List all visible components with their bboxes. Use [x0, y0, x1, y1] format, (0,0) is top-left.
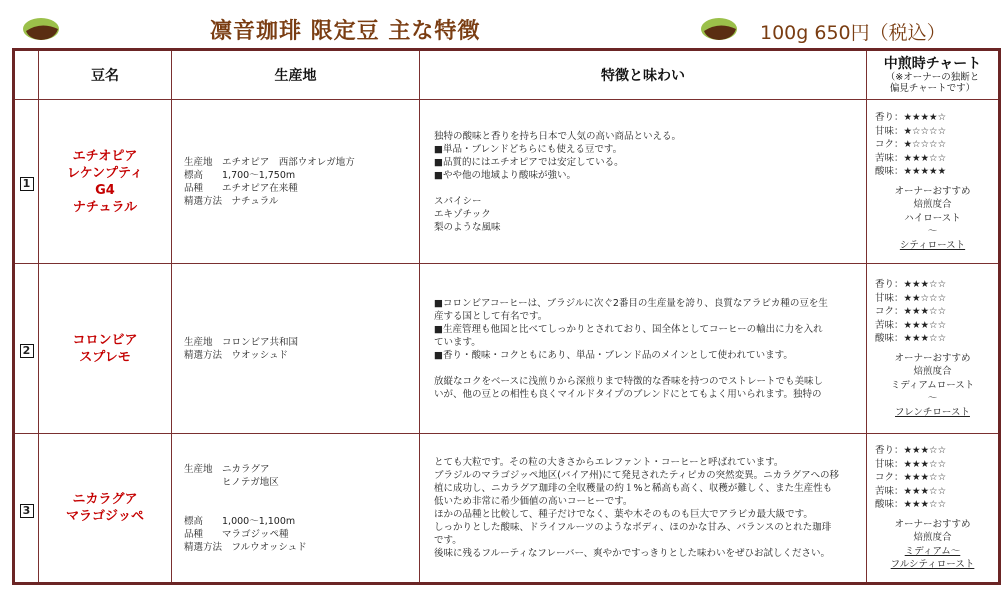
origin-line: 生産地 ニカラグア — [184, 463, 270, 475]
bean-name-line: ニカラグア — [72, 492, 138, 507]
header-num — [14, 50, 39, 100]
row-number: 2 — [20, 344, 34, 358]
row-number-cell — [14, 100, 39, 264]
rating-line: 苦味：★★★☆☆ — [875, 485, 947, 497]
origin-cell — [172, 434, 420, 584]
features-line: 植に成功し、ニカラグア珈琲の全収穫量の約１%と稀高も高く、収穫が難しく、また生産性も — [434, 483, 833, 494]
recommendation-line: ハイロースト — [904, 212, 961, 224]
features-line: しっかりとした酸味、ドライフルーツのようなボディ、ほのかな甘み、バランスのとれた珈琲 — [434, 522, 832, 533]
features-line: ■コロンビアコーヒーは、ブラジルに次ぐ2番目の生産量を誇り、良質なアラビカ種の豆を生 — [434, 297, 828, 309]
features-line: いが、他の豆との相性も良くマイルドタイプのブレンドにとてもよく用いられます。独特の — [434, 388, 822, 400]
header-features: 特徴と味わい — [420, 50, 867, 100]
features-line: ■単品・ブレンドどちらにも使える豆です。 — [434, 143, 623, 155]
features-line: 後味に残るフルーティなフレーバー、爽やかですっきりとした味わいをぜひお試しください。 — [434, 548, 831, 559]
rating-line: コク：★☆☆☆☆ — [875, 139, 947, 150]
features-cell — [420, 100, 867, 264]
recommendation-line: ミディアム～ — [904, 545, 961, 557]
bean-name-cell — [39, 100, 172, 264]
header-chart-title: 中煎時チャート — [883, 55, 982, 72]
roast-recommendation — [867, 352, 998, 420]
rating-line: 甘味：★★★☆☆ — [875, 458, 947, 470]
origin-line: 品種 エチオピア在来種 — [184, 182, 298, 194]
origin-line: 標高 1,000～1,100m — [184, 515, 296, 527]
origin-line: 精選方法 ナチュラル — [184, 195, 279, 207]
recommendation-line: 焙煎度合 — [913, 199, 952, 210]
origin-line: 標高 1,700～1,750m — [184, 169, 296, 181]
features-line: 独特の酸味と香りを持ち日本で人気の高い商品といえる。 — [434, 130, 682, 142]
features-line — [434, 362, 852, 375]
features-line — [434, 182, 852, 195]
roast-recommendation — [867, 518, 998, 572]
price-label: 100g 650円（税込） — [760, 22, 946, 44]
bean-name-line: G4 — [95, 182, 115, 198]
bean-name-line: コロンビア — [72, 332, 138, 348]
bean-table — [12, 48, 1001, 585]
rating-line: コク：★★★☆☆ — [875, 306, 947, 317]
origin-line: 精選方法 ウオッシュド — [184, 349, 289, 361]
origin-cell — [172, 100, 420, 264]
page-title: 凛音珈琲 限定豆 主な特徴 — [210, 19, 481, 44]
bean-name-cell — [39, 264, 172, 434]
features-line: 産する国として有名です。 — [434, 310, 548, 322]
origin-line: 品種 マラゴジッペ種 — [184, 528, 289, 540]
features-line: ■香り・酸味・コクともにあり、単品・ブレンド品のメインとして使われています。 — [434, 349, 793, 361]
bean-name-line: マラゴジッペ — [65, 509, 144, 524]
header-name: 豆名 — [39, 50, 172, 100]
recommendation-line: オーナーおすすめ — [894, 185, 971, 197]
features-line: スパイシー — [434, 195, 482, 207]
recommendation-line: 焙煎度合 — [913, 366, 952, 377]
recommendation-line: シティロースト — [899, 239, 966, 251]
row-number: 1 — [20, 177, 34, 191]
features-line: 梨のような風味 — [434, 221, 501, 233]
rating-line: 酸味：★★★☆☆ — [875, 333, 947, 344]
recommendation-line: ～ — [927, 226, 938, 237]
table-header-row — [14, 50, 1000, 100]
chart-cell — [867, 100, 1000, 264]
features-line: ほかの品種と比較して、種子だけでなく、葉や木そのものも巨大でアラビカ最大級です。 — [434, 509, 813, 520]
rating-line: コク：★★★☆☆ — [875, 472, 947, 484]
coffee-bean-price-icon — [700, 17, 738, 41]
features-cell — [420, 434, 867, 584]
rating-line: 香り：★★★☆☆ — [875, 445, 947, 457]
features-line: ■生産管理も他国と比べてしっかりとされており、国全体としてコーヒーの輸出に力を入れ — [434, 323, 823, 335]
rating-line: 甘味：★☆☆☆☆ — [875, 125, 947, 137]
recommendation-line: オーナーおすすめ — [894, 352, 971, 364]
origin-line: 生産地 コロンビア共和国 — [184, 336, 299, 348]
bean-name-line: スプレモ — [79, 349, 131, 365]
features-line: 放縦なコクをベースに浅煎りから深煎りまで特徴的な香味を持つのでストレートでも美味し — [434, 375, 824, 387]
header-origin: 生産地 — [172, 50, 420, 100]
table-row — [14, 434, 1000, 584]
chart-cell — [867, 264, 1000, 434]
origin-line: ヒノテガ地区 — [184, 476, 279, 488]
chart-cell — [867, 434, 1000, 584]
table-row — [14, 100, 1000, 264]
recommendation-line: フルシティロースト — [890, 559, 975, 571]
rating-line: 苦味：★★★☆☆ — [875, 319, 947, 331]
features-line: エキゾチック — [434, 208, 491, 220]
features-line: ブラジルのマラゴジッペ地区(バイア州)にて発見されたティピカの突然変異。ニカラグアへの移 — [434, 470, 839, 481]
features-cell — [420, 264, 867, 434]
origin-line: 精選方法 フルウオッシュド — [184, 541, 307, 553]
bean-name-cell — [39, 434, 172, 584]
recommendation-line: オーナーおすすめ — [894, 518, 971, 530]
features-line: です。 — [434, 535, 462, 546]
rating-line: 甘味：★★☆☆☆ — [875, 292, 947, 304]
origin-line — [184, 502, 419, 515]
coffee-bean-logo-icon — [22, 17, 60, 41]
recommendation-line: フレンチロースト — [895, 406, 970, 418]
row-number-cell — [14, 264, 39, 434]
features-line: ■品質的にはエチオピアでは安定している。 — [434, 156, 624, 168]
origin-line: 生産地 エチオピア 西部ウオレガ地方 — [184, 156, 355, 168]
recommendation-line: ミディアムロースト — [890, 379, 975, 391]
origin-line — [184, 489, 419, 502]
rating-line: 苦味：★★★☆☆ — [875, 152, 947, 164]
row-number-cell — [14, 434, 39, 584]
features-line: とても大粒です。その粒の大きさからエレファント・コーヒーと呼ばれています。 — [434, 457, 784, 468]
table-row — [14, 264, 1000, 434]
row-number: 3 — [20, 504, 34, 518]
rating-line: 香り：★★★☆☆ — [875, 279, 947, 290]
header-chart — [867, 50, 1000, 100]
header-chart-note1: （※オーナーの独断と — [885, 71, 980, 83]
features-line: ています。 — [434, 336, 481, 348]
bean-name-line: レケンプティ — [66, 165, 144, 181]
rating-line: 香り：★★★★☆ — [875, 112, 947, 123]
bean-name-line: ナチュラル — [72, 199, 138, 215]
origin-cell — [172, 264, 420, 434]
recommendation-line: 焙煎度合 — [913, 532, 952, 544]
recommendation-line: ～ — [927, 393, 938, 404]
rating-line: 酸味：★★★★★ — [875, 166, 947, 177]
header-chart-note2: 偏見チャートです） — [889, 82, 976, 94]
roast-recommendation — [867, 185, 998, 253]
features-line: 低いため非常に希少価値の高いコーヒーです。 — [434, 496, 633, 507]
bean-name-line: エチオピア — [72, 148, 138, 164]
features-line: ■やや他の地域より酸味が強い。 — [434, 169, 576, 181]
rating-line: 酸味：★★★☆☆ — [875, 499, 947, 511]
